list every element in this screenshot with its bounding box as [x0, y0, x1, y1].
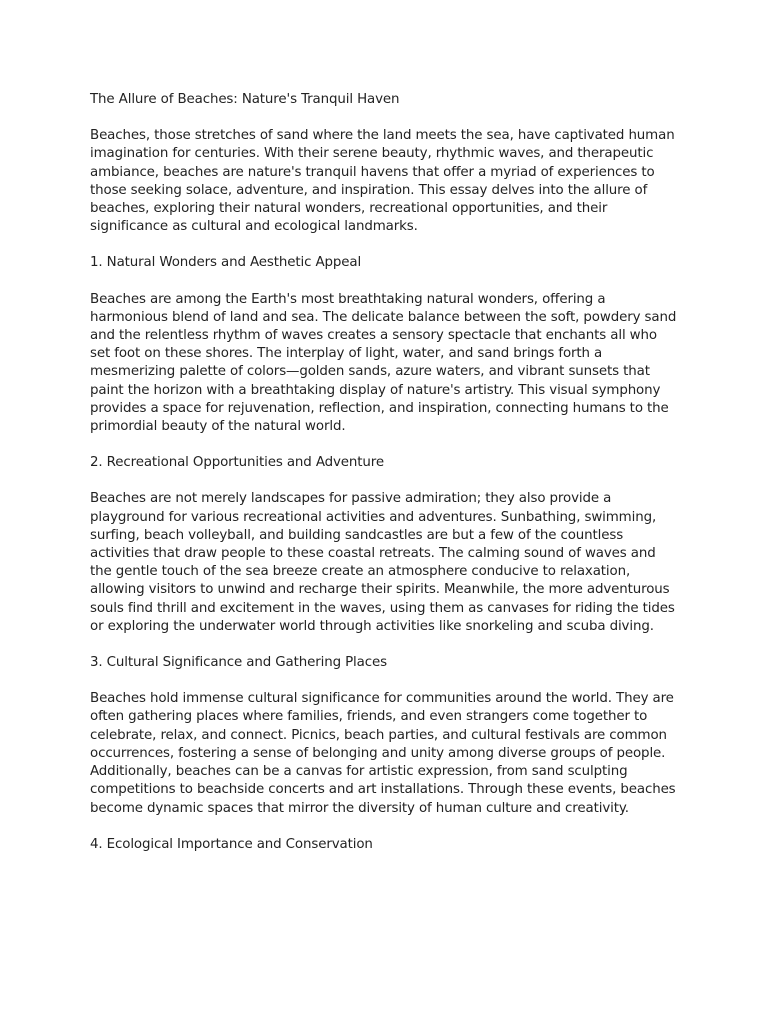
section-heading-ecological: 4. Ecological Importance and Conservation	[90, 836, 373, 852]
section-body-natural-wonders: Beaches are among the Earth's most breathtaking natural wonders, offering a harmonious blend of land and sea. The delicate balance between the soft, powdery sand and the relentless rhythm of waves creates a sensory spectacle that enchants all who set foot on these shores. The interplay of light, water, and sand brings forth a mesmerizing palette of colors—golden sands, azure waters, and vibrant sunsets that paint the horizon with a breathtaking display of nature's artistry. This visual symphony provides a space for rejuvenation, reflection, and inspiration, connecting humans to the primordial beauty of the natural world.	[90, 291, 677, 435]
document-title: The Allure of Beaches: Nature's Tranquil Haven	[90, 92, 400, 107]
section-heading-recreational: 2. Recreational Opportunities and Adventure	[90, 455, 384, 471]
section-body-cultural: Beaches hold immense cultural significance for communities around the world. They are often gathering places where families, friends, and even strangers come together to celebrate, relax, and connect. Picnics, beach parties, and cultural festivals are common occurrences, fostering a sense of belonging and unity among diverse groups of people. Additionally, beaches can be a canvas for artistic expression, from sand sculpting competitions to beachside concerts and art installations. Through these events, beaches become dynamic spaces that mirror the diversity of human culture and creativity.	[90, 691, 676, 816]
intro-paragraph: Beaches, those stretches of sand where the land meets the sea, have captivated human imagination for centuries. With their serene beauty, rhythmic waves, and therapeutic ambiance, beaches are nature's tranquil havens that offer a myriad of experiences to those seeking solace, adventure, and inspiration. This essay delves into the allure of beaches, exploring their natural wonders, recreational opportunities, and their significance as cultural and ecological landmarks.	[90, 128, 675, 235]
section-body-recreational: Beaches are not merely landscapes for passive admiration; they also provide a playground for various recreational activities and adventures. Sunbathing, swimming, surfing, beach volleyball, and building sandcastles are but a few of the countless activities that draw people to these coastal retreats. The calming sound of waves and the gentle touch of the sea breeze create an atmosphere conducive to relaxation, allowing visitors to unwind and recharge their spirits. Meanwhile, the more adventurous souls find thrill and excitement in the waves, using them as canvases for riding the tides or exploring the underwater world through activities like snorkeling and scuba diving.	[90, 491, 675, 634]
section-heading-natural-wonders: 1. Natural Wonders and Aesthetic Appeal	[90, 255, 362, 271]
section-heading-cultural: 3. Cultural Significance and Gathering Places	[90, 655, 387, 671]
